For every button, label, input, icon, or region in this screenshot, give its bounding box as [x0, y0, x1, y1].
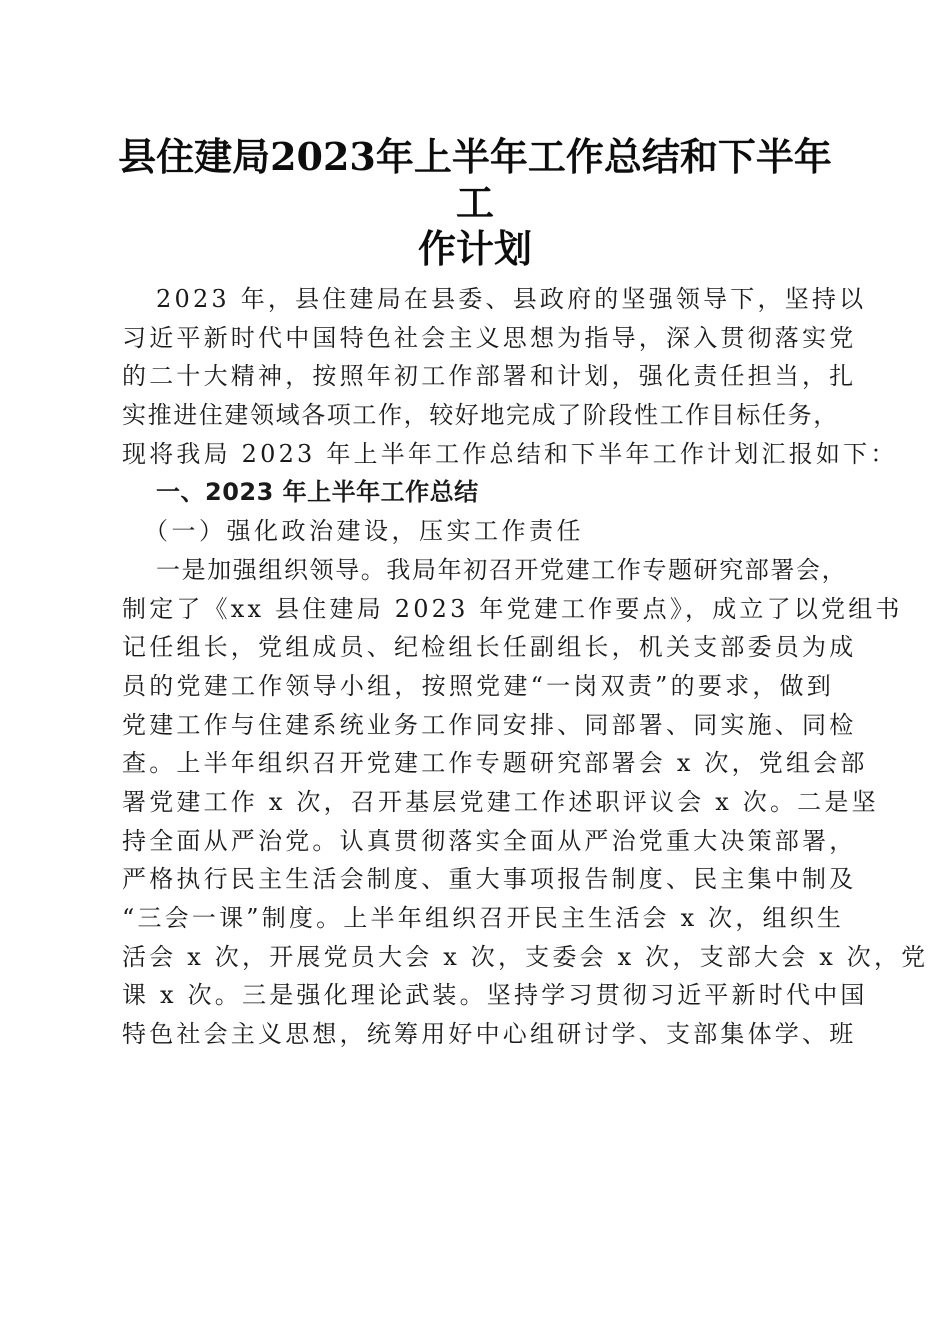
- intro-line-2: 习近平新时代中国特色社会主义思想为指导，深入贯彻落实党: [122, 323, 857, 352]
- body-line-1: 一是加强组织领导。我局年初召开党建工作专题研究部署会，: [156, 555, 848, 584]
- body-line-7: 署党建工作 x 次，召开基层党建工作述职评议会 x 次。二是坚: [122, 787, 879, 816]
- intro-paragraph: [122, 280, 898, 473]
- body-line-9: 严格执行民主生活会制度、重大事项报告制度、民主集中制及: [122, 865, 857, 894]
- body-line-3: 记任组长，党组成员、纪检组长任副组长，机关支部委员为成: [122, 633, 857, 662]
- body-line-12: 课 x 次。三是强化理论武装。坚持学习贯彻习近平新时代中国: [122, 981, 868, 1010]
- subsection-heading-1: （一）强化政治建设，压实工作责任: [144, 517, 584, 546]
- body-line-13: 特色社会主义思想，统筹用好中心组研讨学、支部集体学、班: [122, 1020, 857, 1049]
- body-line-4: 员的党建工作领导小组，按照党建“一岗双责”的要求，做到: [122, 671, 834, 700]
- intro-line-3: 的二十大精神，按照年初工作部署和计划，强化责任担当，扎: [122, 362, 857, 391]
- body-line-10: “三会一课”制度。上半年组织召开民主生活会 x 次，组织生: [122, 904, 845, 932]
- body-line-6: 查。上半年组织召开党建工作专题研究部署会 x 次，党组会部: [122, 749, 868, 778]
- body-line-11: 活会 x 次，开展党员大会 x 次，支委会 x 次，支部大会 x 次，党: [122, 942, 929, 971]
- title-line-2: 作计划: [417, 226, 532, 271]
- title-line-1: 县住建局2023年上半年工作总结和下半年工: [118, 134, 832, 225]
- intro-line-5: 现将我局 2023 年上半年工作总结和下半年工作计划汇报如下：: [122, 439, 898, 468]
- subsection-1-paragraph: [122, 551, 929, 1054]
- body-line-8: 持全面从严治党。认真贯彻落实全面从严治党重大决策部署，: [122, 826, 857, 855]
- body-line-2: 制定了《xx 县住建局 2023 年党建工作要点》，成立了以党组书: [122, 594, 903, 623]
- intro-line-1: 2023 年，县住建局在县委、县政府的坚强领导下，坚持以: [156, 285, 867, 313]
- document-title: [100, 134, 850, 272]
- body-line-5: 党建工作与住建系统业务工作同安排、同部署、同实施、同检: [122, 710, 857, 739]
- document-body: [122, 280, 929, 1054]
- section-heading-1: 一、2023 年上半年工作总结: [156, 478, 479, 507]
- intro-line-4: 实推进住建领域各项工作，较好地完成了阶段性工作目标任务，: [122, 401, 839, 430]
